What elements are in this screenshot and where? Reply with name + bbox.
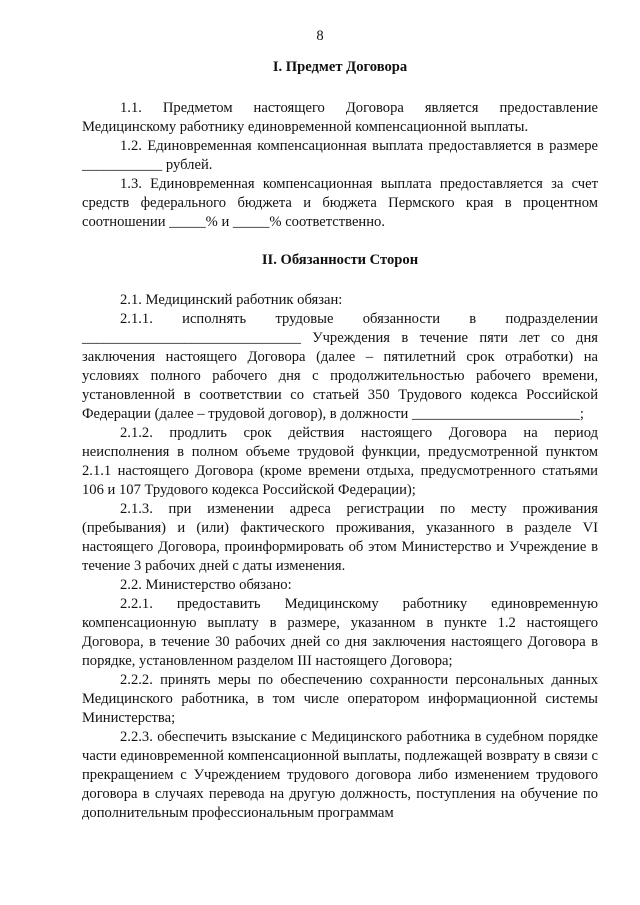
- paragraph-2-1-3: 2.1.3. при изменении адреса регистрации по месту проживания (пребывания) и (или) фактического проживания, указанного в разделе VI настоящего Договора, проинформировать об этом Министерство и Учреждение в течение 3 рабочих дней с даты изменения.: [82, 501, 598, 574]
- section-title-subject: I. Предмет Договора: [272, 59, 408, 75]
- section-title-obligations: II. Обязанности Сторон: [261, 252, 419, 268]
- paragraph-2-2-2: 2.2.2. принять меры по обеспечению сохранности персональных данных Медицинского работника, в том числе оператором информационной системы Министерства;: [82, 672, 598, 726]
- paragraph-2-1: 2.1. Медицинский работник обязан:: [120, 292, 343, 308]
- paragraph-2-2-3: 2.2.3. обеспечить взыскание с Медицинского работника в судебном порядке части единовременной компенсационной выплаты, подлежащей возврату в связи с прекращением с Учреждением трудового договора либо изменением трудового договора в случаях перевода на другую должность, поступления на обучение по дополнительным профессиональным программам: [82, 729, 598, 821]
- paragraph-1-3: 1.3. Единовременная компенсационная выплата предоставляется за счет средств федерального бюджета и бюджета Пермского края в процентном соотношении _____% и _____% соответственно.: [82, 176, 598, 230]
- document-body: [82, 58, 598, 823]
- page-number: 8: [316, 28, 324, 44]
- paragraph-2-2: 2.2. Министерство обязано:: [120, 577, 292, 593]
- paragraph-2-1-1: 2.1.1. исполнять трудовые обязанности в подразделении ______________________________ Учреждения в течение пяти лет со дня заключения настоящего Договора (далее – пятилетний срок отработки) на условиях полного рабочего дня с продолжительностью рабочего времени, установленной в соответствии со статьей 350 Трудового кодекса Российской Федерации (далее – трудовой договор), в должности _______________________;: [82, 311, 598, 422]
- paragraph-2-1-2: 2.1.2. продлить срок действия настоящего Договора на период неисполнения в полном объеме трудовой функции, предусмотренной пунктом 2.1.1 настоящего Договора (кроме времени отдыха, предусмотренного статьями 106 и 107 Трудового кодекса Российской Федерации);: [82, 425, 598, 498]
- paragraph-1-1: 1.1. Предметом настоящего Договора является предоставление Медицинскому работнику единовременной компенсационной выплаты.: [82, 100, 598, 135]
- paragraph-2-2-1: 2.2.1. предоставить Медицинскому работнику единовременную компенсационную выплату в размере, указанном в пункте 1.2 настоящего Договора, в течение 30 рабочих дней со дня заключения настоящего Договора в порядке, установленном разделом III настоящего Договора;: [82, 596, 598, 669]
- paragraph-1-2: 1.2. Единовременная компенсационная выплата предоставляется в размере ___________ рублей.: [82, 138, 598, 173]
